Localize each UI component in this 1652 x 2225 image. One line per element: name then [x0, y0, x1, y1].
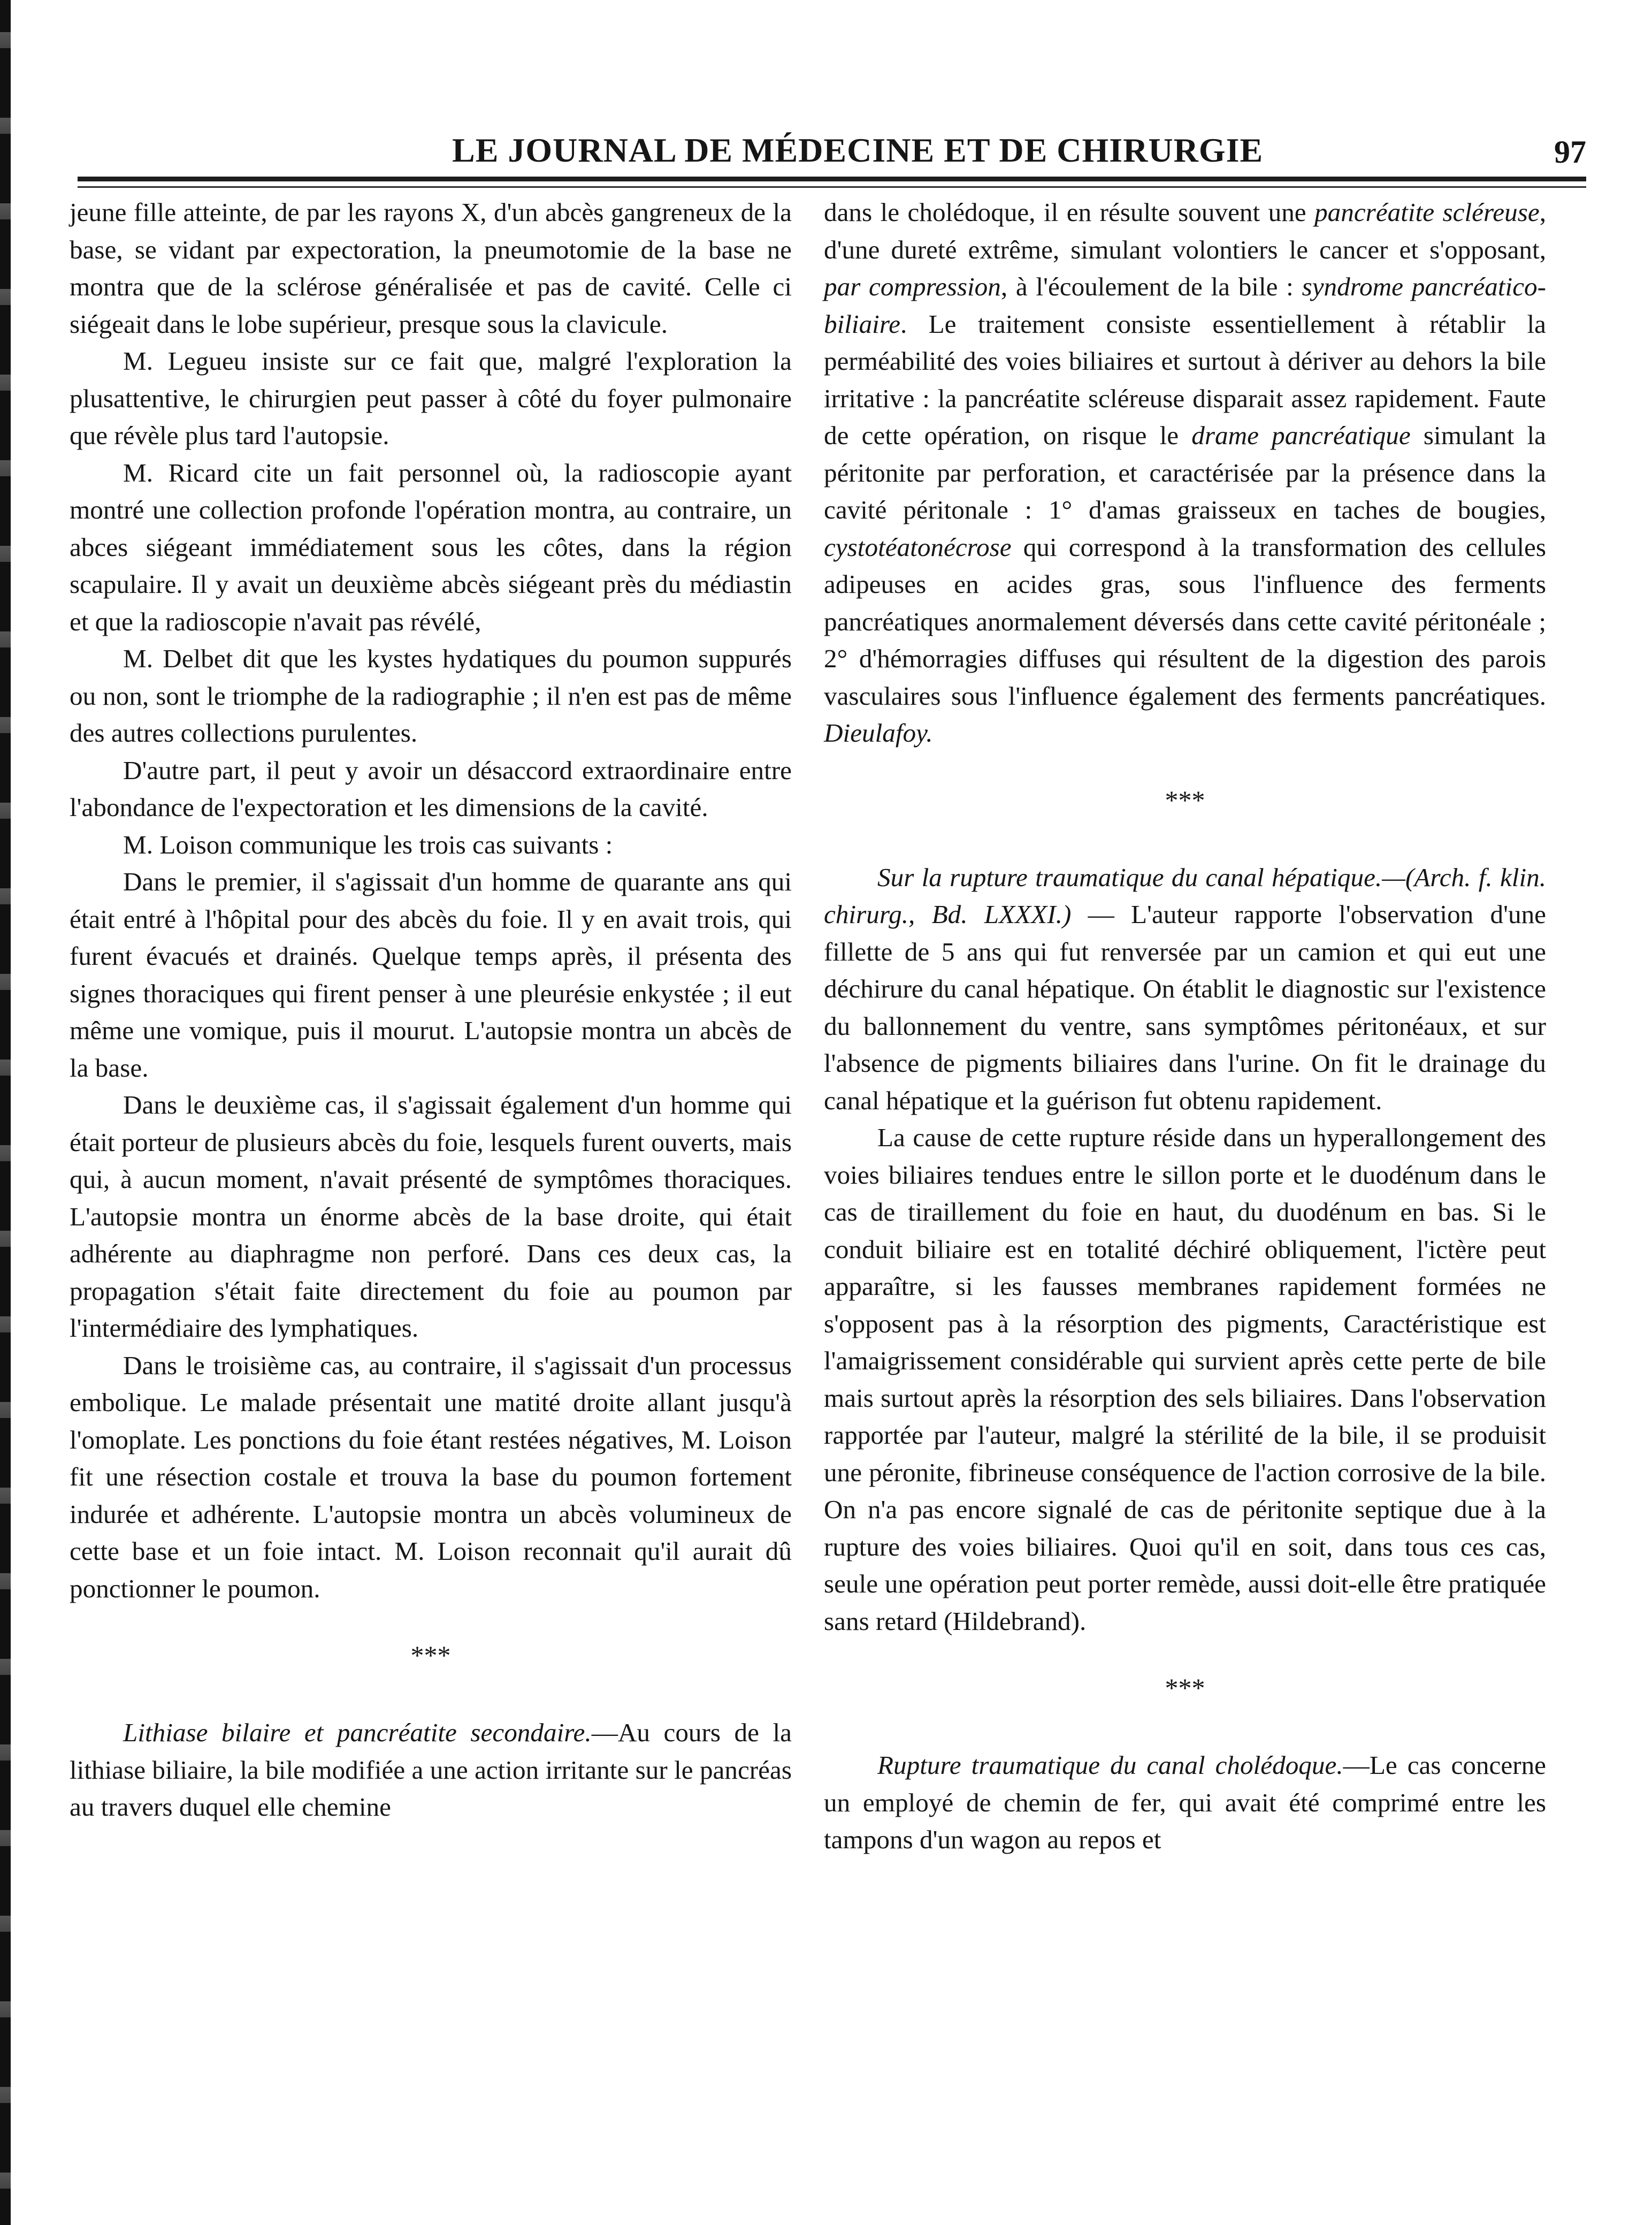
section-asterism: *** — [1165, 784, 1205, 815]
section-asterism: *** — [410, 1640, 451, 1670]
author-signature: Dieulafoy. — [824, 718, 933, 748]
paragraph-lithiase — [70, 1714, 792, 1826]
header-rule-thick — [78, 177, 1586, 181]
right-column — [824, 194, 1546, 2174]
text-run: simulant la péritonite par perforation, et caractérisée par la présence dans la cavité péritonale : 1° d'amas graisseux en taches de bougies, — [824, 421, 1546, 524]
scan-edge — [0, 0, 11, 2225]
text-run: dans le cholédoque, il en résulte souvent une — [824, 197, 1315, 227]
section-text: —Le cas concerne un employé de chemin de fer, qui avait été comprimé entre les tampons d'un wagon au repos et — [824, 1750, 1546, 1854]
paragraph: M. Legueu insiste sur ce fait que, malgré l'exploration la plusattentive, le chirurgien peut passer à côté du foyer pulmonaire que révèle plus tard l'autopsie. — [70, 346, 792, 450]
section-text: — L'auteur rapporte l'observation d'une fillette de 5 ans qui fut renversée par un camion et qui eut une déchirure du canal hépatique. On établit le diagnostic sur l'existence du ballonnement du ventre, sans symptômes péritonéaux, et sur l'absence de pigments biliaires dans l'urine. On fit le drainage du canal hépatique et la guérison fut obtenu rapidement. — [824, 900, 1546, 1115]
emphasis: par compression — [824, 272, 1001, 301]
section-asterism: *** — [1165, 1673, 1205, 1703]
paragraph: jeune fille atteinte, de par les rayons X, d'un abcès gangreneux de la base, se vidant par expectoration, la pneumotomie de la base ne montra que de la sclérose généralisée et pas de cavité. Celle ci siégeait dans le lobe supérieur, presque sous la clavicule. — [70, 197, 792, 339]
emphasis: syndrome pancréatico-biliaire — [824, 272, 1547, 339]
page-number: 97 — [1554, 134, 1586, 170]
paragraph: M. Loison communique les trois cas suivants : — [123, 829, 613, 859]
paragraph: M. Ricard cite un fait personnel où, la radioscopie ayant montré une collection profonde l'opération montra, au contraire, un abces siégeant immédiatement sous les côtes, dans la région scapulaire. Il y avait un deuxième abcès siégeant près du médiastin et que la radioscopie n'avait pas révélé, — [70, 458, 792, 636]
left-column — [70, 194, 792, 2174]
paragraph: La cause de cette rupture réside dans un hyperallongement des voies biliaires tendues entre le sillon porte et le duodénum dans le cas de tiraillement du foie en haut, du duodénum en bas. Si le conduit biliaire est en totalité déchiré obliquement, l'ictère peut apparaître, si les fausses membranes rapidement formées ne s'opposent pas à la résorption des pigments, Caractéristique est l'amaigrissement considérable qui survient après cette perte de bile mais surtout après la résorption des sels biliaires. Dans l'observation rapportée par l'auteur, malgré la stérilité de la bile, il se produisit une péronite, fibrineuse conséquence de l'action corrosive de la bile. On n'a pas encore signalé de cas de péritonite septique due à la rupture des voies biliaires. Quoi qu'il en soit, dans tous ces cas, seule une opération peut porter remède, aussi doit-elle être pratiquée sans retard (Hildebrand). — [824, 1123, 1546, 1636]
text-run: , à l'écoulement de la bile : — [1000, 272, 1302, 301]
section-title: Lithiase bilaire et pancréatite secondaire. — [123, 1718, 592, 1747]
emphasis: drame pancréatique — [1191, 421, 1411, 450]
emphasis: pancréatite scléreuse — [1314, 197, 1540, 227]
running-title: LE JOURNAL DE MÉDECINE ET DE CHIRURGIE — [452, 131, 1264, 169]
text-run: . Le traitement consiste essentiellement à rétablir la perméabilité des voies biliaires et surtout à dériver au dehors la bile irritative : la pancréatite scléreuse disparait assez rapidement. Faute de cette opération, on risque le — [824, 309, 1546, 450]
paragraph: Dans le troisième cas, au contraire, il s'agissait d'un processus embolique. Le malade présentait une matité droite allant jusqu'à l'omoplate. Les ponctions du foie étant restées négatives, M. Loison fit une résection costale et trouva la base du poumon fortement indurée et adhérente. L'autopsie montra un abcès volumineux de cette base et un foie intact. M. Loison reconnait qu'il aurait dû ponctionner le poumon. — [70, 1350, 792, 1603]
page-header — [78, 124, 1586, 178]
paragraph-choledoque — [824, 1747, 1546, 1858]
section-text: —Au cours de la lithiase biliaire, la bile modifiée a une action irritante sur le pancréas au travers duquel elle chemine — [70, 1718, 792, 1822]
section-title: Sur la rupture traumatique du canal hépatique. — [877, 862, 1382, 892]
text-run: qui correspond à la transformation des cellules adipeuses en acides gras, sous l'influence des ferments pancréatiques anormalement déversés dans cette cavité péritonéale ; 2° d'hémorragies diffuses qui résultent de la digestion des parois vasculaires sous l'influence également des ferments pancréatiques. — [824, 532, 1546, 711]
paragraph-hepatique — [824, 859, 1546, 1119]
reference: —(Arch. f. klin. chirurg., Bd. LXXXI.) — [824, 862, 1547, 929]
paragraph: Dans le premier, il s'agissait d'un homme de quarante ans qui était entré à l'hôpital pour des abcès du foie. Il y en avait trois, qui furent évacués et drainés. Quelque temps après, il présenta des signes thoraciques qui firent penser à une pleurésie enkystée ; il eut même une vomique, puis il mourut. L'autopsie montra un abcès de la base. — [70, 867, 792, 1083]
paragraph-pancreatite — [824, 194, 1546, 752]
emphasis: cystotéatonécrose — [824, 532, 1012, 562]
paragraph: D'autre part, il peut y avoir un désaccord extraordinaire entre l'abondance de l'expectoration et les dimensions de la cavité. — [70, 755, 792, 822]
text-run: , d'une dureté extrême, simulant volontiers le cancer et s'opposant, — [824, 197, 1546, 264]
header-rule-thin — [78, 186, 1586, 188]
section-title: Rupture traumatique du canal cholédoque. — [877, 1750, 1343, 1780]
paragraph: M. Delbet dit que les kystes hydatiques du poumon suppurés ou non, sont le triomphe de la radiographie ; il n'en est pas de même des autres collections purulentes. — [70, 644, 792, 748]
paragraph: Dans le deuxième cas, il s'agissait également d'un homme qui était porteur de plusieurs abcès du foie, lesquels furent ouverts, mais qui, à aucun moment, n'avait présenté de symptômes thoraciques. L'autopsie montra un énorme abcès de la base droite, qui était adhérente au diaphragme non perforé. Dans ces deux cas, la propagation s'était faite directement du foie au poumon par l'intermédiaire des lymphatiques. — [70, 1090, 792, 1343]
